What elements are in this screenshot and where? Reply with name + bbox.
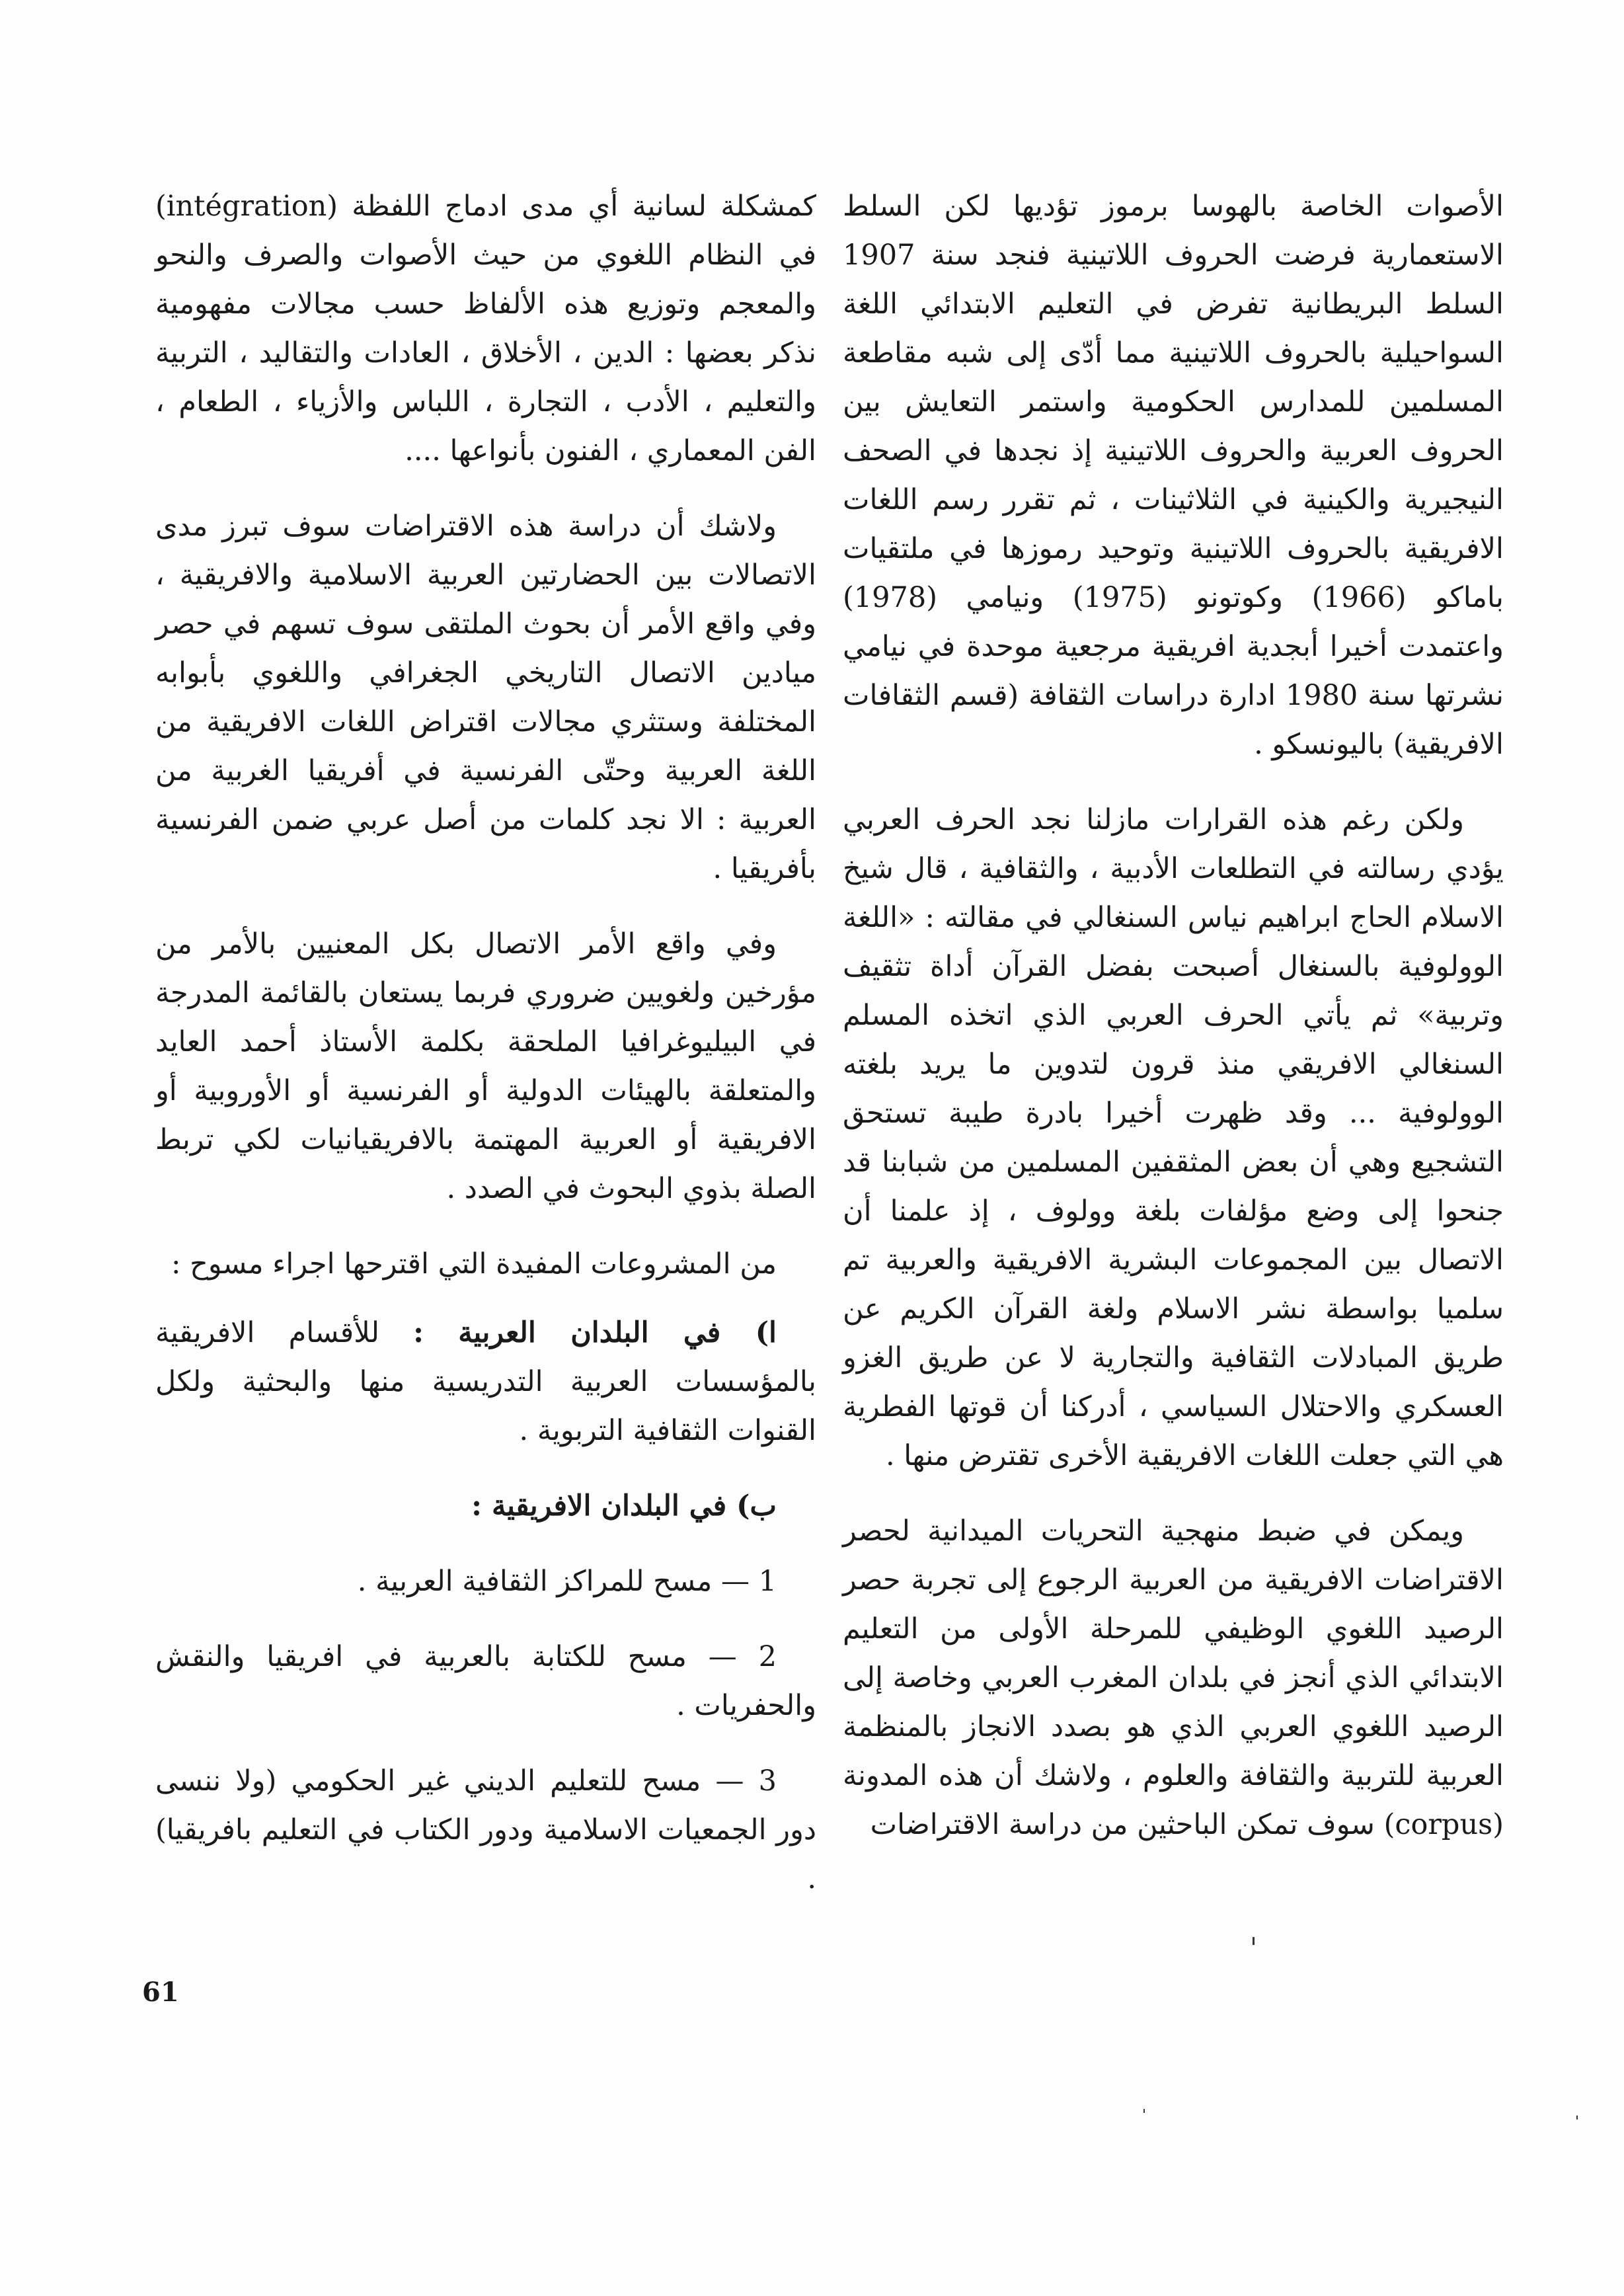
list-item: 3 — مسح للتعليم الديني غير الحكومي (ولا ننسى دور الجمعيات الاسلامية ودور الكتاب في التعليم بافريقيا) . [155,1764,816,1895]
paragraph: وفي واقع الأمر الاتصال بكل المعنيين بالأمر من مؤرخين ولغويين ضروري فربما يستعان بالقائمة المدرجة في البيليوغرافيا الملحقة بكلمة الأستاذ أحمد العايد والمتعلقة بالهيئات الدولية أو الفرنسية أو الأوروبية أو الافريقية أو العربية المهتمة بالافريقيانيات لكي تربط الصلة بذوي البحوث في الصدد . [155,928,816,1205]
paragraph: ويمكن في ضبط منهجية التحريات الميدانية لحصر الاقتراضات الافريقية من العربية الرجوع إلى تجربة حصر الرصيد اللغوي الوظيفي للمرحلة الأولى من التعليم الابتدائي الذي أنجز في بلدان المغرب العربي وخاصة إلى الرصيد اللغوي العربي الذي هو بصدد الانجاز بالمنظمة العربية للتربية والثقافة والعلوم ، ولاشك أن هذه المدونة (corpus) سوف تمكن الباحثين من دراسة الاقتراضات [843,1515,1504,1841]
paragraph: كمشكلة لسانية أي مدى ادماج اللفظة (intégration) في النظام اللغوي من حيث الأصوات والصرف والنحو والمعجم وتوزيع هذه الألفاظ حسب مجالات مفهومية نذكر بعضها : الدين ، الأخلاق ، العادات والتقاليد ، التربية والتعليم ، الأدب ، التجارة ، اللباس والأزياء ، الطعام ، الفن المعماري ، الفنون بأنواعها .... [155,190,816,467]
list-item: 2 — مسح للكتابة بالعربية في افريقيا والنقش والحفريات . [155,1640,816,1722]
list-item: 1 — مسح للمراكز الثقافية العربية . [357,1565,777,1598]
paragraph: ولاشك أن دراسة هذه الاقتراضات سوف تبرز مدى الاتصالات بين الحضارتين العربية الاسلامية والافريقية ، وفي واقع الأمر أن بحوث الملتقى سوف تسهم في حصر ميادين الاتصال التاريخي الجغرافي واللغوي بأبوابه المختلفة وستثري مجالات اقتراض اللغات الافريقية من اللغة العربية وحتّى الفرنسية في أفريقيا الغربية من العربية : الا نجد كلمات من أصل عربي ضمن الفرنسية بأفريقيا . [155,510,816,885]
scan-speck [1143,2109,1145,2113]
scan-speck [1576,2116,1578,2119]
section-heading: ب) في البلدان الافريقية : [471,1489,777,1523]
paragraph: من المشروعات المفيدة التي اقترحها اجراء مسوح : [171,1247,777,1281]
page-number: 61 [142,1977,179,2008]
right-column [843,182,1504,1876]
paragraph: الأصوات الخاصة بالهوسا برموز تؤديها لكن السلط الاستعمارية فرضت الحروف اللاتينية فنجد سنة 1907 السلط البريطانية تفرض في التعليم الابتدائي اللغة السواحيلية بالحروف اللاتينية مما أدّى إلى شبه مقاطعة المسلمين للمدارس الحكومية واستمر التعايش بين الحروف العربية والحروف اللاتينية إذ نجدها في الصحف النيجيرية والكينية في الثلاثينات ، ثم تقرر رسم اللغات الافريقية بالحروف اللاتينية وتوحيد رموزها في ملتقيات باماكو (1966) وكوتونو (1975) ونيامي (1978) واعتمدت أخيرا أبجدية افريقية مرجعية موحدة في نيامي نشرتها سنة 1980 ادارة دراسات الثقافة (قسم الثقافات الافريقية) باليونسكو . [843,190,1504,761]
list-item-a-label: ا) في البلدان العربية : [413,1316,777,1349]
list-item-a-text: للأقسام الافريقية بالمؤسسات العربية التدريسية منها والبحثية ولكل القنوات الثقافية التربوية . [155,1316,816,1447]
left-column [155,182,816,1930]
list-item-a [155,1308,816,1455]
paragraph: ولكن رغم هذه القرارات مازلنا نجد الحرف العربي يؤدي رسالته في التطلعات الأدبية ، والثقافية ، قال شيخ الاسلام الحاج ابراهيم نياس السنغالي في مقالته : «اللغة الوولوفية بالسنغال أصبحت بفضل القرآن أداة تثقيف وتربية» ثم يأتي الحرف العربي الذي اتخذه المسلم السنغالي الافريقي منذ قرون لتدوين ما يريد بلغته الوولوفية ... وقد ظهرت أخيرا بادرة طيبة تستحق التشجيع وهي أن بعض المثقفين المسلمين من شبابنا قد جنحوا إلى وضع مؤلفات بلغة وولوف ، إذ علمنا أن الاتصال بين المجموعات البشرية الافريقية والعربية تم سلميا بواسطة نشر الاسلام ولغة القرآن الكريم عن طريق المبادلات الثقافية والتجارية لا عن طريق الغزو العسكري والاحتلال السياسي ، أدركنا أن قوتها الفطرية هي التي جعلت اللغات الافريقية الأخرى تقترض منها . [843,803,1504,1472]
scan-speck [1253,1937,1255,1945]
